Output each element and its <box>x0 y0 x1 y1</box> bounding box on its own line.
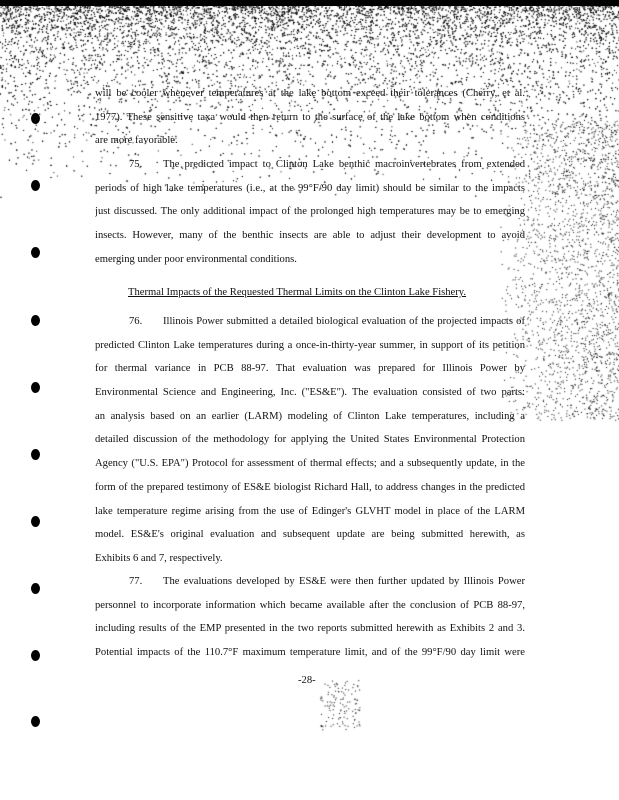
punch-hole <box>31 583 40 594</box>
punch-hole <box>31 650 40 661</box>
paragraph-76 <box>95 310 525 571</box>
page-number: -28- <box>298 675 316 686</box>
text-line: form of the prepared testimony of ES&E biologist Richard Hall, to address changes in the predicted <box>95 481 525 493</box>
text-line: Exhibits 6 and 7, respectively. <box>95 552 223 564</box>
punch-hole <box>31 180 40 191</box>
paragraph-first-line <box>95 153 525 177</box>
paragraph-number: 77. <box>129 576 143 587</box>
text-line: will be cooler whenever temperatures at the lake bottom exceed their tolerances (Cherry, et al. <box>95 88 525 99</box>
text-line: The evaluations developed by ES&E were then further updated by Illinois Power <box>163 576 525 587</box>
text-line: lake temperature regime arising from the use of Edinger's GLVHT model in place of the LARM <box>95 505 525 517</box>
text-line: insects. However, many of the benthic insects are able to adjust their development to avoid <box>95 230 525 242</box>
paragraph-continuation <box>95 82 525 153</box>
text-line: predicted Clinton Lake temperatures during a once-in-thirty-year summer, in support of its petition <box>95 339 525 351</box>
text-line: are more favorable. <box>95 135 178 147</box>
punch-hole <box>31 247 40 258</box>
punch-hole <box>31 449 40 460</box>
text-line: model. ES&E's original evaluation and subsequent update are being submitted herewith, as <box>95 529 525 541</box>
paragraph-77 <box>95 570 525 665</box>
paragraph-number: 76. <box>129 316 143 327</box>
text-line: detailed discussion of the methodology for applying the United States Environmental Protection <box>95 434 525 446</box>
text-line: periods of high lake temperatures (i.e., at the 99°F/90 day limit) should be similar to the impacts <box>95 182 525 194</box>
punch-hole <box>31 382 40 393</box>
text-line: The predicted impact to Clinton Lake benthic macroinvertebrates from extended <box>163 159 525 170</box>
paragraph-first-line <box>95 570 525 594</box>
text-line: Agency ("U.S. EPA") Protocol for assessment of thermal effects; and a subsequently update, in the <box>95 458 525 470</box>
text-line: Illinois Power submitted a detailed biological evaluation of the projected impacts of <box>163 316 525 327</box>
text-line: personnel to incorporate information which became available after the conclusion of PCB 88-97, <box>95 599 525 611</box>
text-line: 1977). These sensitive taxa would then return to the surface of the lake bottom when conditions <box>95 111 525 123</box>
text-line: including results of the EMP presented in the two reports submitted herewith as Exhibits 2 and 3. <box>95 623 525 635</box>
text-line: just discussed. The only additional impact of the prolonged high temperatures may be to emerging <box>95 206 525 218</box>
punch-hole <box>31 516 40 527</box>
punch-hole <box>31 716 40 727</box>
text-line: for thermal variance in PCB 88-97. That evaluation was prepared for Illinois Power by <box>95 363 525 375</box>
paragraph-75 <box>95 153 525 271</box>
paragraph-number: 75. <box>129 159 143 170</box>
text-line: an analysis based on an earlier (LARM) modeling of Clinton Lake temperatures, including a <box>95 410 525 422</box>
text-line: Environmental Science and Engineering, Inc. ("ES&E"). The evaluation consisted of two parts: <box>95 387 525 399</box>
text-line: emerging under poor environmental conditions. <box>95 253 297 265</box>
text-line: Potential impacts of the 110.7°F maximum temperature limit, and of the 99°F/90 day limit were <box>95 647 525 659</box>
punch-hole <box>31 315 40 326</box>
punch-hole <box>31 113 40 124</box>
paragraph-first-line <box>95 310 525 334</box>
section-heading: Thermal Impacts of the Requested Thermal Limits on the Clinton Lake Fishery. <box>128 287 467 298</box>
